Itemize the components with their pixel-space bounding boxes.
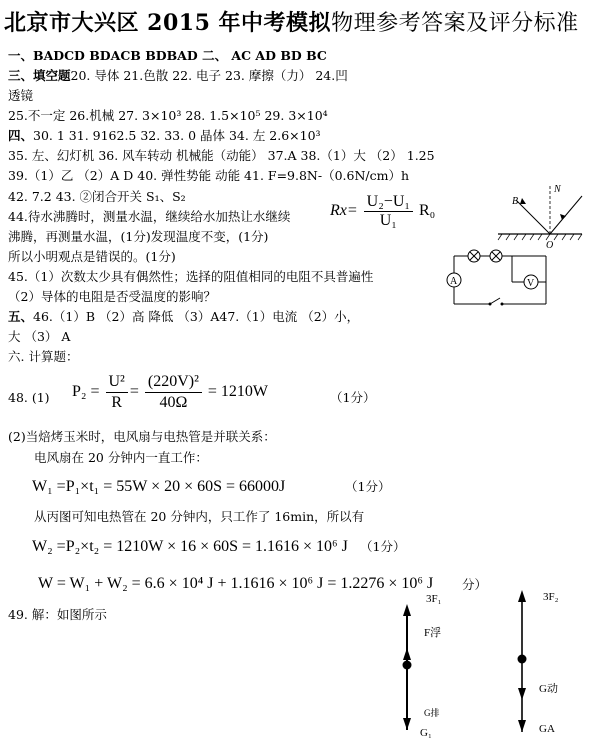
label-b: B [512,196,519,207]
force-point [403,661,412,670]
label-n: N [554,184,561,195]
answer-line-24: 49. 解：如图所示 [8,607,107,622]
svg-text:V: V [527,278,535,289]
label-3f1: 3F₁ [426,593,442,605]
answer-line-4: 25.不一定 26.机械 27. 3×10³ 28. 1.5×10⁵ 29. 3×10⁴ [8,108,328,123]
reflected-ray [516,200,550,234]
reflection-diagram [490,180,586,252]
answer-line-8: 42. 7.2 43. ②闭合开关 S₁、S₂ [8,189,186,204]
answer-line-21: 从丙图可知电热管在 20 分钟内，只工作了 16min，所以有 [34,509,365,524]
w-total-score: 分） [462,577,488,592]
mirror-hatching [498,234,582,240]
answer-line-15: 大 （3） A [8,329,71,344]
q48-score: （1分） [330,390,376,405]
answer-line-11: 所以小明观点是错误的。(1分) [8,249,176,264]
answer-line-9: 44.待水沸腾时，测量水温，继续给水加热让水继续 [8,209,291,224]
arrow-down [518,688,526,700]
force-point [518,655,527,664]
reflected-arrow [520,198,526,204]
label-3f2: 3F₂ [543,591,559,603]
answer-line-3: 透镜 [8,88,34,103]
switch-contact [501,303,504,306]
label-g-buoy: G排 [424,708,440,718]
answer-line-2: 三、填空题20. 导体 21.色散 22. 电子 23. 摩擦（力） 24.凹 [8,68,348,83]
w1-score: （1分） [345,479,391,494]
answer-line-5: 四、30. 1 31. 9162.5 32. 33. 0 晶体 34. 左 2.6×10³ [8,128,321,143]
w-total-formula: W = W₁ + W₂ = 6.6 × 10⁴ J + 1.1616 × 10⁶ J = 1.2276 × 10⁶ J [38,575,434,592]
w2-formula: W₂ =P₂×t₂ = 1210W × 16 × 60S = 1.1616 × 10⁶ J [32,538,348,555]
switch-contact [489,303,492,306]
label-o: O [546,240,554,251]
label-f-float: F浮 [424,627,442,639]
ammeter [447,273,461,287]
svg-text:A: A [450,276,458,287]
lamp-1 [468,250,480,262]
lamp-2 [490,250,502,262]
answer-line-18: (2)当焙烤玉米时，电风扇与电热管是并联关系： [8,429,276,444]
page-title: 北京市大兴区 2015 年中考模拟物理参考答案及评分标准 [4,10,579,36]
section-calc-heading: 六. 计算题： [8,349,79,364]
label-ga: GA [539,723,555,735]
arrow-down [518,720,526,732]
answer-line-19: 电风扇在 20 分钟内一直工作： [34,450,208,465]
answer-line-10: 沸腾，再测量水温，(1分)发现温度不变，(1分) [8,229,269,244]
arrow-down [403,718,411,730]
answer-line-12: 45.（1）次数太少具有偶然性；选择的阻值相同的电阻不具普遍性 [8,269,374,284]
q48-formula: P₂ = $\frac{\text{U²}}{R}$ = $\frac{\text{(220V)²}}{40\Omega}$ = 1210W [72,373,269,411]
rx-formula: Rx= $\frac{\text{U₂−U₁}}{\text{U₁}}$ R₀ [330,193,436,229]
answer-line-1: 一、BADCD BDACB BDBAD 二、 AC AD BD BC [8,48,327,63]
w1-formula: W₁ =P₁×t₁ = 55W × 20 × 60S = 66000J [32,478,286,495]
label-g1: G₁ [420,727,432,738]
arrow-up [403,648,411,660]
answer-line-6: 35. 左、幻灯机 36. 风车转动 机械能（动能） 37.A 38.（1）大 （2） 1.25 [8,148,435,163]
answer-line-14: 五、46.（1）B （2）高 降低 （3）A47.（1）电流 （2）小， [8,309,360,324]
answer-line-7: 39.（1）乙 （2）A D 40. 弹性势能 动能 41. F=9.8N-（0.6N/cm）h [8,168,410,183]
label-g-dong: G动 [539,683,558,695]
circuit-diagram [438,248,558,314]
answer-line-13: （2）导体的电阻是否受温度的影响？ [8,289,216,304]
arrow-up [518,590,526,602]
w2-score: （1分） [360,539,406,554]
q48-label: 48. (1) [8,390,50,405]
arrow-up [403,604,411,616]
incident-ray [550,196,582,234]
force-diagram-2 [515,588,575,738]
force-diagram-1 [400,590,460,738]
voltmeter [524,275,538,289]
